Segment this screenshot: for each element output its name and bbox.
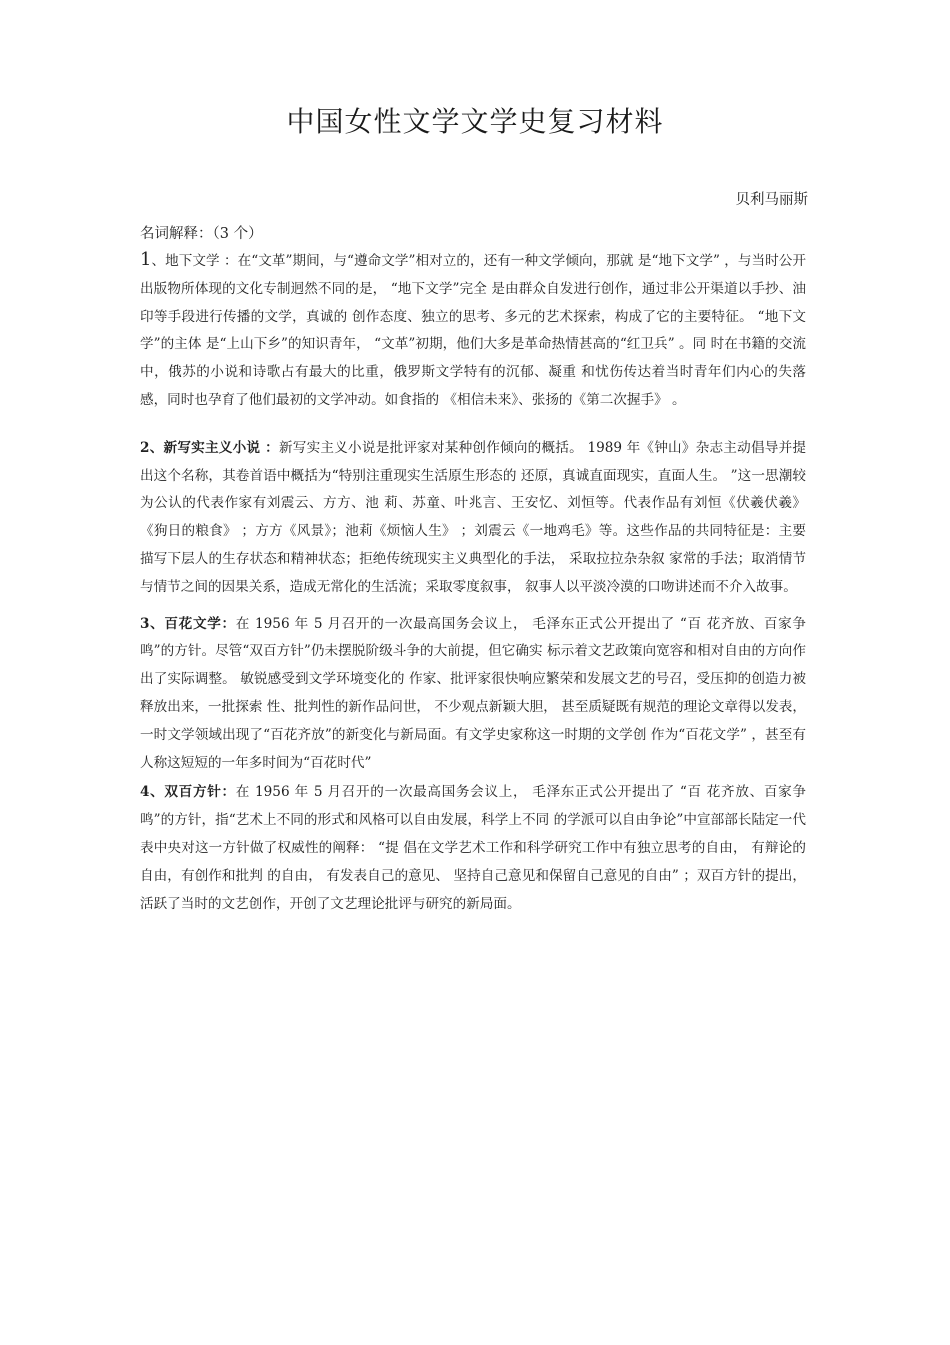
document-body (140, 222, 806, 918)
entry-term: 、新写实主义小说 ： (149, 439, 279, 456)
entry-1 (140, 246, 806, 415)
author-name: 贝利马丽斯 (735, 192, 808, 208)
entry-3 (140, 611, 806, 778)
entry-number: 3 (140, 615, 150, 632)
entry-body: 新写实主义小说是批评家对某种创作倾向的概括。 1989 年《钟山》杂志主动倡导并提出这个名称，其卷首语中概括为“特别注重现实生活原生形态的 还原，真诚直面现实，直面人生。 ”这一思潮较为公认的代表作家有刘震云、方方、池 莉、苏童、叶兆言、王安忆、刘恒等。代表作品有刘恒《伏羲伏羲》 《狗日的粮食》 ；方方《风景》；池莉《烦恼人生》 ；刘震云《一地鸡毛》等。这些作品的共同特征是：主要 描写下层人的生存状态和精神状态；拒绝传统现实主义典型化的手法， 采取拉拉杂杂叙 家常的手法；取消情节与情节之间的因果关系，造成无常化的生活流；采取零度叙事， 叙事人以平淡冷漠的口吻讲述而不介入故事。 (140, 439, 806, 595)
entry-term: 、双百方针： (149, 784, 236, 801)
entry-number: 4 (140, 784, 150, 801)
entry-term: 、百花文学： (149, 615, 236, 632)
entry-4 (140, 779, 806, 918)
entry-body: 在 1956 年 5 月召开的一次最高国务会议上， 毛泽东正式公开提出了 “百 花齐放、百家争鸣”的方针，指“艺术上不同的形式和风格可以自由发展，科学上不同 的学派可以自由争论”中宣部部长陆定一代表中央对这一方针做了权威性的阐释： “提 倡在文学艺术工作和科学研究工作中有独立思考的自由， 有辩论的自由，有创作和批判 的自由， 有发表自己的意见、 坚持自己意见和保留自己意见的自由” ；双百方针的提出， 活跃了当时的文艺创作，开创了文艺理论批评与研究的新局面。 (140, 784, 806, 912)
entry-term: 、地下文学 ： (151, 253, 238, 269)
section-heading: 名词解释：（3 个） (140, 226, 263, 242)
entry-number: 2 (140, 439, 150, 456)
entry-body: 在“文革”期间，与“遵命文学”相对立的，还有一种文学倾向，那就 是“地下文学” ，与当时公开出版物所体现的文化专制迥然不同的是， “地下文学”完全 是由群众自发进行创作，通过非公开渠道以手抄、油印等手段进行传播的文学，真诚的 创作态度、独立的思考、多元的艺术探索，构成了它的主要特征。 “地下文学”的主体 是“上山下乡”的知识青年， “文革”初期，他们大多是革命热情甚高的“红卫兵” 。同 时在书籍的交流中，俄苏的小说和诗歌占有最大的比重，俄罗斯文学特有的沉郁、凝重 和忧伤传达着当时青年们内心的失落感，同时也孕育了他们最初的文学冲动。如食指的 《相信未来》、张扬的《第二次握手》 。 (140, 253, 806, 408)
entry-number: 1 (140, 249, 152, 270)
entry-2 (140, 435, 806, 602)
page-title: 中国女性文学文学史复习材料 (286, 105, 664, 138)
entry-body: 在 1956 年 5 月召开的一次最高国务会议上， 毛泽东正式公开提出了 “百 花齐放、百家争鸣”的方针。尽管“双百方针”仍未摆脱阶级斗争的大前提，但它确实 标示着文艺政策向宽容和相对自由的方向作出了实际调整。 敏锐感受到文学环境变化的 作家、批评家很快响应繁荣和发展文艺的号召，受压抑的创造力被释放出来，一批探索 性、批判性的新作品问世， 不少观点新颖大胆， 甚至质疑既有规范的理论文章得以发表， 一时文学领域出现了“百花齐放”的新变化与新局面。有文学史家称这一时期的文学创 作为“百花文学” ，甚至有人称这短短的一年多时间为“百花时代” (140, 615, 806, 771)
